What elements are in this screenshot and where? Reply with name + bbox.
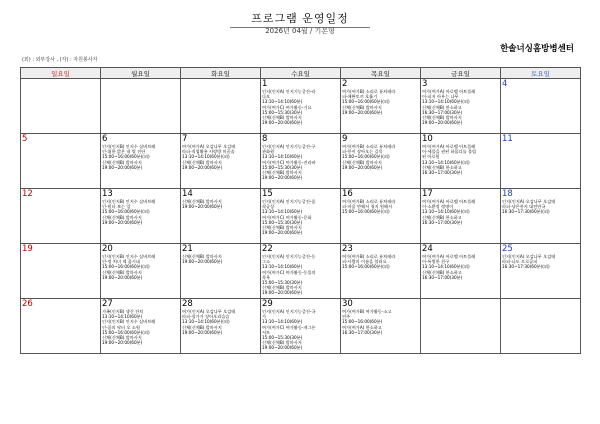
calendar-day-cell[interactable] xyxy=(261,79,341,134)
schedule-line: 신체(신체B) 한소하고 xyxy=(422,269,462,275)
schedule-line: 19:00~20:00(60분) xyxy=(262,290,303,296)
weekday-header: 일요일 xyxy=(21,68,101,79)
schedule-line: 신체(신체B) 발마사지 xyxy=(182,324,222,330)
calendar-table xyxy=(20,67,581,354)
day-number: 7 xyxy=(182,134,188,144)
day-number: 21 xyxy=(182,244,193,254)
schedule-line: 신체(신체B) 발마사지 xyxy=(342,104,382,110)
schedule-line: 여가(인지A) 오감나무 오감테 xyxy=(182,309,236,314)
schedule-line: 15:00~16:00(60분)(외) xyxy=(342,209,390,215)
calendar-week-row xyxy=(21,244,581,299)
schedule-line: 19:00~20:00(60분) xyxy=(262,230,303,236)
calendar-day-cell[interactable] xyxy=(101,134,181,189)
schedule-line: 19:00~20:00(60분) xyxy=(182,204,223,210)
schedule-line: 라피-나도 프로골퍼 xyxy=(502,259,538,265)
calendar-day-cell[interactable] xyxy=(421,79,501,134)
schedule-line: 인지(인지A) 인지기능증진-구 xyxy=(262,144,316,149)
schedule-line: 13:10~14:10(60분)(외) xyxy=(422,209,470,215)
schedule-line: 여가(여가A) 오감나무 오감테 xyxy=(182,144,236,149)
schedule-line: 여가(여가A) 아로벨 아트플레 xyxy=(422,199,476,204)
schedule-line: 16:30~17:00(30분) xyxy=(342,329,383,335)
calendar-day-cell[interactable] xyxy=(261,134,341,189)
calendar-day-cell[interactable] xyxy=(261,189,341,244)
calendar-day-cell[interactable] xyxy=(501,134,581,189)
calendar-day-cell[interactable] xyxy=(261,244,341,299)
schedule-line: 인-꿈의 닥터 오 소원 xyxy=(102,324,140,330)
calendar-day-cell[interactable] xyxy=(421,189,501,244)
schedule-line: 라피-냥은풍지 대전만국 xyxy=(502,204,546,210)
schedule-line: 신체(신체B) 발마사지 xyxy=(262,170,302,176)
day-number: 22 xyxy=(262,244,273,254)
schedule-line: 이-피지 아우는 나무 xyxy=(422,94,459,100)
schedule-line: 신체(신체B) 발마사지 xyxy=(182,254,222,259)
schedule-line: 15:00~16:00(60분) xyxy=(342,319,383,325)
schedule-line: 목욕 xyxy=(262,274,271,280)
day-number: 10 xyxy=(422,134,433,144)
schedule-line: 13:10~14:10(60분)(외) xyxy=(422,99,470,105)
calendar-day-cell[interactable] xyxy=(181,189,261,244)
schedule-line: 19:00~20:00(60분) xyxy=(102,219,143,225)
schedule-line: 15:00~16:00(60분)(외) xyxy=(342,99,390,105)
schedule-line: 피-사람의 이름을 불러요 xyxy=(342,259,387,265)
schedule-line: 15:00~16:00(60분)(외) xyxy=(102,154,150,160)
schedule-line: 19:00~20:00(60분) xyxy=(102,274,143,280)
schedule-line: 19:00~20:00(60분) xyxy=(182,164,223,170)
weekday-header: 월요일 xyxy=(101,68,181,79)
calendar-day-cell[interactable] xyxy=(421,134,501,189)
schedule-line: 신체(신체B) 발마사지 xyxy=(342,159,382,165)
schedule-line: 13:10~14:10(60분)(외) xyxy=(182,319,230,325)
schedule-line: 19:00~20:00(60분) xyxy=(102,164,143,170)
schedule-line: 여가(여가B) 소리로 퓨처테라 xyxy=(342,199,396,204)
day-number: 5 xyxy=(22,134,28,144)
schedule-line: 19:00~20:00(60분) xyxy=(422,120,463,126)
schedule-line: 여가(여가A) 아로벨 아트플레 xyxy=(422,144,476,149)
day-number: 12 xyxy=(22,189,33,199)
calendar-week-row xyxy=(21,79,581,134)
day-number: 8 xyxy=(262,134,268,144)
schedule-line: 작공상 xyxy=(262,204,275,210)
calendar-day-cell[interactable] xyxy=(101,79,181,134)
schedule-line: 15:00~15:30(30분) xyxy=(262,164,303,170)
schedule-line: 신체(신체B) 한소하고 xyxy=(422,164,462,170)
schedule-line: 다오 xyxy=(262,94,271,100)
weekday-header: 목요일 xyxy=(341,68,421,79)
schedule-line: 16:30~17:30(60분)(외) xyxy=(502,264,550,270)
schedule-line: 신체(신체B) 발마사지 xyxy=(102,159,142,165)
schedule-line: 신체(신체B) 발마사지 xyxy=(102,335,142,341)
day-number: 3 xyxy=(422,79,428,89)
calendar-day-cell[interactable] xyxy=(181,79,261,134)
schedule-line: 15:00~15:30(30분) xyxy=(262,219,303,225)
schedule-line: 인지(인지A) 오감나무 오감테 xyxy=(502,254,556,259)
schedule-line: 13:10~14:10(60분)(외) xyxy=(422,159,470,165)
schedule-line: 15:00~15:30(30분) xyxy=(262,280,303,286)
calendar-day-cell[interactable] xyxy=(181,244,261,299)
schedule-line: 15:00~16:00(60분)(외) xyxy=(102,209,150,215)
calendar-day-cell[interactable] xyxy=(421,299,501,354)
schedule-line: 15:00~15:30(30분) xyxy=(262,109,303,115)
calendar-day-cell[interactable] xyxy=(501,299,581,354)
schedule-line: 15:00~16:00(60분)(외) xyxy=(342,154,390,160)
calendar-body xyxy=(21,79,581,354)
weekday-header: 토요일 xyxy=(501,68,581,79)
schedule-line: 라피-할가가 장아오리슬슬 xyxy=(182,314,230,320)
day-number: 4 xyxy=(502,79,508,89)
schedule-line: 13:10~14:10(60분) xyxy=(102,314,143,320)
schedule-line: 여가(여가C) 여가활동-동물의 xyxy=(262,269,316,275)
calendar-day-cell[interactable] xyxy=(261,299,341,354)
weekday-header-row xyxy=(21,68,581,79)
calendar-day-cell[interactable] xyxy=(101,189,181,244)
schedule-line: 여가(여가A) 한소하고 xyxy=(342,324,382,330)
schedule-line: 13:10~14:10(60분)(외) xyxy=(422,264,470,270)
schedule-line: 13:10~14:10(60분) xyxy=(262,154,303,160)
calendar-week-row xyxy=(21,189,581,244)
schedule-line: 인지(인지B) 인지수 실버브레 xyxy=(102,199,156,204)
schedule-line: 16:30~17:30(60분)(외) xyxy=(502,209,550,215)
weekday-header: 수요일 xyxy=(261,68,341,79)
day-number: 9 xyxy=(342,134,348,144)
day-number: 16 xyxy=(342,189,353,199)
day-number: 2 xyxy=(342,79,348,89)
calendar-day-cell[interactable] xyxy=(21,79,101,134)
schedule-line: 16:30~17:00(30분) xyxy=(422,274,463,280)
day-number: 29 xyxy=(262,299,273,309)
schedule-line: 인지(인지A) 인지기능증진-라 xyxy=(262,89,316,94)
schedule-line: 19:00~20:00(60분) xyxy=(342,164,383,170)
weekday-header: 금요일 xyxy=(421,68,501,79)
day-number: 23 xyxy=(342,244,353,254)
schedule-line: 신체(신체B) 발마사지 xyxy=(102,269,142,275)
schedule-line: 여가(여가B) 소리로 퓨처테라 xyxy=(342,89,396,94)
schedule-line: 여가(여가B) 소리로 퓨처테라 xyxy=(342,144,396,149)
schedule-line: 관화원 xyxy=(262,149,275,155)
schedule-line: 신체(신체B) 한소하고 xyxy=(422,214,462,220)
day-number: 27 xyxy=(102,299,113,309)
calendar-day-cell[interactable] xyxy=(181,134,261,189)
calendar-day-cell[interactable] xyxy=(341,134,421,189)
schedule-line: 피-마음 만해서 청지 원해서 xyxy=(342,204,393,210)
schedule-line: 서트 xyxy=(262,329,271,335)
schedule-line: 13:10~14:10(60분) xyxy=(262,264,303,270)
schedule-line: 13:10~14:10(60분) xyxy=(262,209,303,215)
schedule-line: 이-세물을 권된 하몰디를 물럽 xyxy=(422,149,477,155)
schedule-line: 여가(여가C) 여가활동-개그론 xyxy=(262,324,316,330)
calendar-day-cell[interactable] xyxy=(341,189,421,244)
schedule-line: 15:00~16:00(60분)(외) xyxy=(102,264,150,270)
schedule-line: 여가(여가C) 여가활동-기요 xyxy=(262,104,312,110)
schedule-line: 인-정 처녀 제 꿈시네 xyxy=(102,259,140,265)
day-number: 25 xyxy=(502,244,513,254)
schedule-line: 19:00~20:00(60분) xyxy=(262,120,303,126)
schedule-line: 신체(신체B) 발마사지 xyxy=(182,159,222,165)
day-number: 26 xyxy=(22,299,33,309)
schedule-line: 인-원타 보는 잎 xyxy=(102,204,131,210)
calendar-week-row xyxy=(21,299,581,354)
schedule-line: 여가(여가B) 소리로 퓨처테라 xyxy=(342,254,396,259)
schedule-line: 19:00~20:00(60분) xyxy=(102,340,143,346)
schedule-line: 가 xyxy=(262,314,267,320)
day-number: 24 xyxy=(422,244,433,254)
schedule-line: 피-애완토끼 호흡기 xyxy=(342,94,378,100)
day-number: 30 xyxy=(342,299,353,309)
calendar-day-cell[interactable] xyxy=(21,189,101,244)
schedule-line: 16:30~17:00(30분) xyxy=(422,109,463,115)
day-number: 20 xyxy=(102,244,113,254)
schedule-line: 된 아로원 xyxy=(422,154,440,160)
page-title: 프로그램 운영일정 xyxy=(230,10,370,28)
schedule-line: 그소 xyxy=(262,259,271,265)
calendar-day-cell[interactable] xyxy=(341,244,421,299)
calendar-day-cell[interactable] xyxy=(501,244,581,299)
schedule-line: 19:00~20:00(60분) xyxy=(182,259,223,265)
schedule-line: 이-소환정 정명이 xyxy=(422,204,454,210)
schedule-line: 신체(신체B) 발마사지 xyxy=(102,214,142,220)
schedule-line: 인지(인지A) 인지기능증진-동 xyxy=(262,254,316,259)
schedule-line: 가족(인지B) 생신 잔치 xyxy=(102,309,144,314)
calendar-day-cell[interactable] xyxy=(21,134,101,189)
calendar-day-cell[interactable] xyxy=(101,244,181,299)
schedule-line: 13:10~14:10(60분)(외) xyxy=(182,154,230,160)
schedule-line: 여가(여가C) 여가활동-문화 xyxy=(262,214,312,220)
schedule-line: 인지(인지A) 인지기능증진-꼼 xyxy=(262,199,316,204)
calendar-week-row xyxy=(21,134,581,189)
schedule-line: 인지(인지A) 인지기능증진-국 xyxy=(262,309,316,314)
schedule-line: 피-풍이 장아오는 길목 xyxy=(342,149,383,155)
day-number: 14 xyxy=(182,189,193,199)
day-number: 18 xyxy=(502,189,513,199)
schedule-line: 13:10~14:10(60분) xyxy=(262,99,303,105)
schedule-line: 15:00~16:00(60분)(외) xyxy=(342,264,390,270)
schedule-line: 이-특별한 친구 xyxy=(422,259,450,265)
legend-note: (외) : 외부강사 , (자) : 자원봉사자 xyxy=(22,57,98,63)
day-number: 11 xyxy=(502,134,513,144)
calendar-day-cell[interactable] xyxy=(21,244,101,299)
schedule-line: 인지(인지A) 오감나무 오감테 xyxy=(502,199,556,204)
calendar-day-cell[interactable] xyxy=(341,79,421,134)
calendar-day-cell[interactable] xyxy=(181,299,261,354)
schedule-line: 16:30~17:00(30분) xyxy=(422,170,463,176)
day-number: 28 xyxy=(182,299,193,309)
weekday-header: 화요일 xyxy=(181,68,261,79)
schedule-line: 19:00~20:00(60분) xyxy=(342,109,383,115)
schedule-line: 신체(신체B) 발마사지 xyxy=(262,285,302,291)
schedule-line: 여가(여가C) 여가활동-진라바 xyxy=(262,159,316,165)
schedule-line: 신체(신체B) 발마사지 xyxy=(182,199,222,204)
center-name: 한솔너싱홈방병센터 xyxy=(500,44,574,54)
schedule-line: 15:00~16:00(60분)(외) xyxy=(102,329,150,335)
schedule-line: 연주 xyxy=(342,314,351,320)
calendar-day-cell[interactable] xyxy=(341,299,421,354)
day-number: 15 xyxy=(262,189,273,199)
schedule-line: 신체(신체B) 발마사지 xyxy=(422,115,462,121)
schedule-line: 인-위한 밝은 내 별 진단 xyxy=(102,149,146,155)
schedule-line: 여가(여가A) 아로벨 아트플레 xyxy=(422,254,476,259)
schedule-line: 19:00~20:00(60분) xyxy=(182,329,223,335)
schedule-line: 신체(신체B) 발마사지 xyxy=(262,340,302,346)
page-subtitle: 2026년 04월 / 기본형 xyxy=(265,27,335,35)
schedule-line: 신체(신체B) 발마사지 xyxy=(262,225,302,231)
calendar-day-cell[interactable] xyxy=(501,189,581,244)
calendar-day-cell[interactable] xyxy=(101,299,181,354)
schedule-line: 신체(신체B) 한소하고 xyxy=(422,104,462,110)
schedule-line: 19:00~20:00(60분) xyxy=(262,345,303,351)
schedule-line: 신체(신체B) 발마사지 xyxy=(262,115,302,121)
day-number: 17 xyxy=(422,189,433,199)
calendar-day-cell[interactable] xyxy=(501,79,581,134)
day-number: 13 xyxy=(102,189,113,199)
schedule-line: 16:30~17:00(30분) xyxy=(422,219,463,225)
schedule-line: 여가(여가B) 여가활동-소고 xyxy=(342,309,392,314)
schedule-line: 13:10~14:10(60분) xyxy=(262,319,303,325)
day-number: 6 xyxy=(102,134,108,144)
calendar-day-cell[interactable] xyxy=(421,244,501,299)
day-number: 1 xyxy=(262,79,268,89)
schedule-line: 인지(인지B) 인지수 실버브레 xyxy=(102,319,156,325)
calendar-day-cell[interactable] xyxy=(21,299,101,354)
schedule-line: 인지(인지B) 인지수 실버브레 xyxy=(102,144,156,149)
day-number: 19 xyxy=(22,244,33,254)
schedule-line: 19:00~20:00(60분) xyxy=(262,175,303,181)
schedule-line: 라피-직업활용 사랑방 미끌솔 xyxy=(182,149,235,155)
schedule-line: 여가(여가A) 아로벨 아트플레 xyxy=(422,89,476,94)
schedule-line: 인지(인지B) 인지수 실버브레 xyxy=(102,254,156,259)
schedule-line: 15:00~15:30(30분) xyxy=(262,335,303,341)
